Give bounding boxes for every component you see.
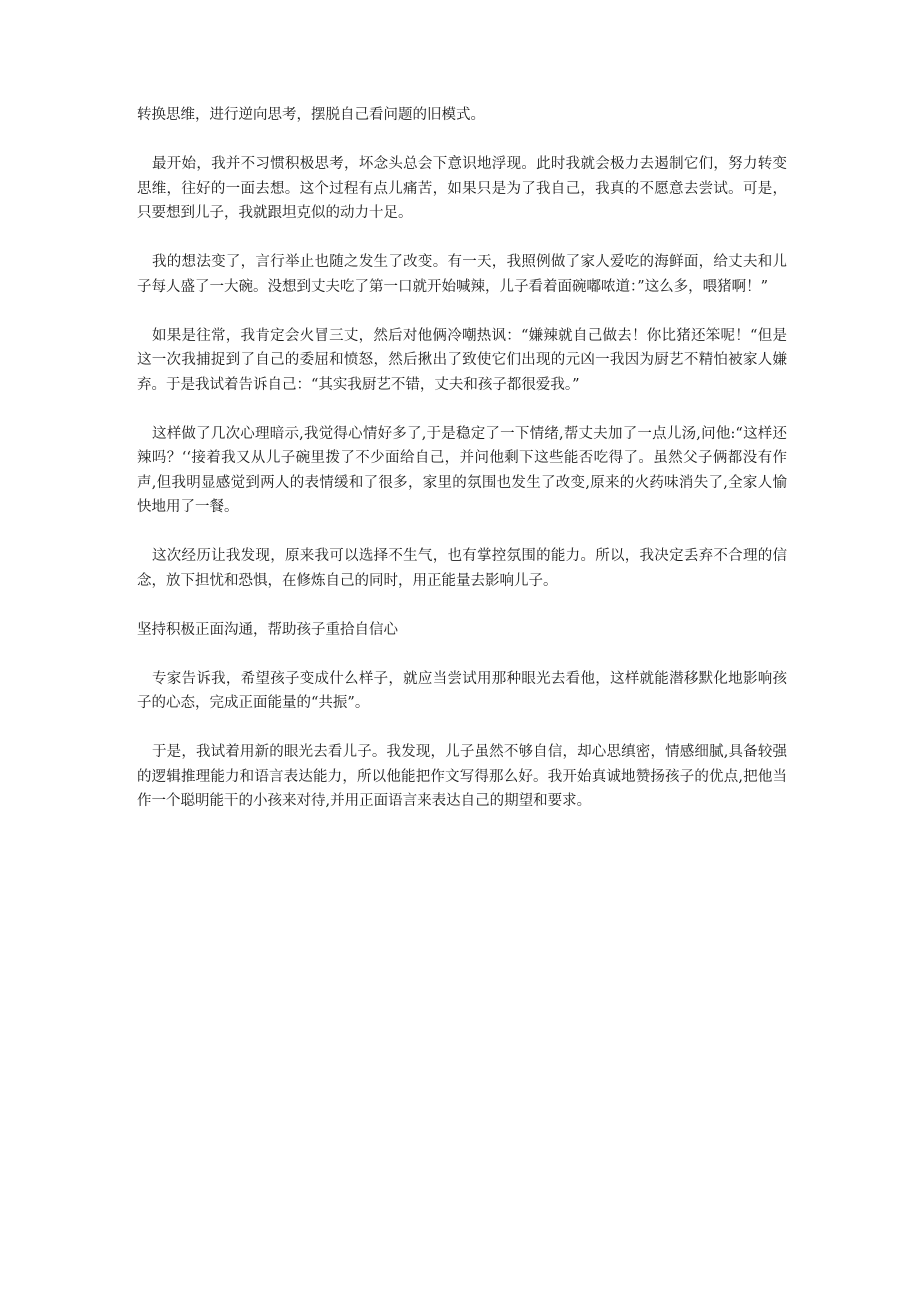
article-body bbox=[137, 103, 787, 838]
paragraph-positive-thinking: 最开始，我并不习惯积极思考，坏念头总会下意识地浮现。此时我就会极力去遏制它们，努力转变思维，往好的一面去想。这个过程有点儿痛苦，如果只是为了我自己，我真的不愿意去尝试。可是，只要想到儿子，我就跟坦克似的动力十足。 bbox=[137, 156, 787, 221]
paragraph-self-suggestion: 这样做了几次心理暗示,我觉得心情好多了,于是稳定了一下情绪,帮丈夫加了一点儿汤,问他:“这样还辣吗？‘‘接着我又从儿子碗里拨了不少面给自己，并问他剩下这些能否吃得了。虽然父子俩都没有作声,但我明显感觉到两人的表情缓和了很多，家里的氛围也发生了改变,原来的火药味消失了,全家人愉快地用了一餐。 bbox=[137, 425, 787, 515]
paragraph-expert-advice: 专家告诉我，希望孩子变成什么样子，就应当尝试用那种眼光去看他，这样就能潜移默化地影响孩子的心态，完成正面能量的“共振”。 bbox=[137, 670, 787, 711]
paragraph-discovery: 这次经历让我发现，原来我可以选择不生气，也有掌控氛围的能力。所以，我决定丢弃不合理的信念，放下担忧和恐惧，在修炼自己的同时，用正能量去影响儿子。 bbox=[137, 548, 787, 589]
paragraph-heading-positive-communication: 坚持积极正面沟通，帮助孩子重拾自信心 bbox=[137, 621, 398, 638]
paragraph-anger-reflection: 如果是往常，我肯定会火冒三丈，然后对他俩冷嘲热讽：“嫌辣就自己做去！你比猪还笨呢！“但是这一次我捕捉到了自己的委屈和愤怒，然后揪出了致使它们出现的元凶一我因为厨艺不精怕被家人嫌弃。于是我试着告诉自己：“其实我厨艺不错，丈夫和孩子都很爱我。” bbox=[137, 327, 787, 393]
paragraph-seafood-noodles: 我的想法变了，言行举止也随之发生了改变。有一天，我照例做了家人爱吃的海鲜面，给丈夫和儿子每人盛了一大碗。没想到丈夫吃了第一口就开始喊辣，儿子看着面碗嘟哝道：”这么多，喂猪啊！” bbox=[137, 254, 787, 295]
paragraph-new-perspective: 于是，我试着用新的眼光去看儿子。我发现，儿子虽然不够自信，却心思缜密，情感细腻,具备较强的逻辑推理能力和语言表达能力，所以他能把作文写得那么好。我开始真诚地赞扬孩子的优点,把他当作一个聪明能干的小孩来对待,并用正面语言来表达自己的期望和要求。 bbox=[137, 744, 787, 809]
paragraph-heading-reverse-thinking: 转换思维，进行逆向思考，摆脱自己看问题的旧模式。 bbox=[137, 107, 485, 123]
